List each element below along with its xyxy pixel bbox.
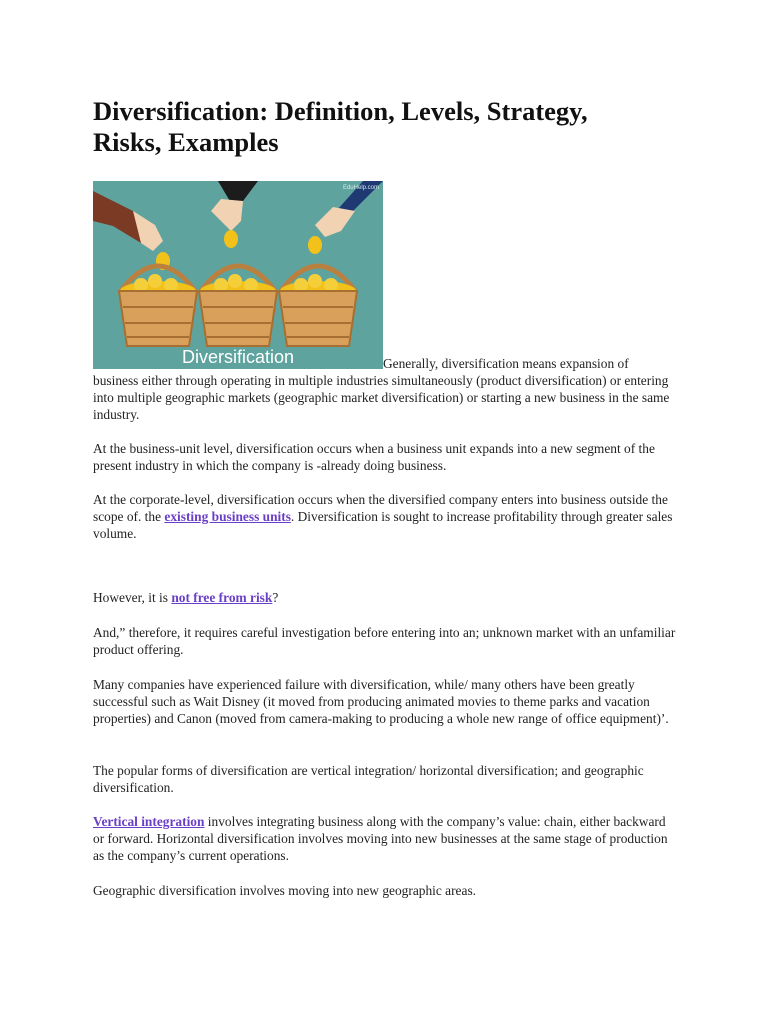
page-title: Diversification: Definition, Levels, Strategy, Risks, Examples (93, 96, 588, 157)
paragraph-risk: However, it is not free from risk? (93, 590, 279, 605)
diversification-image (93, 181, 383, 369)
paragraph-business-unit: At the business-unit level, diversification occurs when a business unit expands into a new segment of the present industry in which the company is -already doing business. (93, 441, 655, 473)
not-free-from-risk-link[interactable]: not free from risk (171, 590, 273, 605)
paragraph-vertical-integration: Vertical integration involves integrating business along with the company’s value: chain, either backward or forward. Horizontal diversification involves moving into new businesses at the same stage of production as the company’s current operations. (93, 814, 668, 863)
paragraph-popular-forms: The popular forms of diversification are vertical integration/ horizontal diversification; and geographic diversification. (93, 763, 644, 795)
image-watermark: EduHelp.com (342, 185, 379, 191)
image-caption: Diversification (181, 347, 295, 367)
intro-first-line: Generally, diversification means expansion of (383, 356, 629, 371)
intro-rest: business either through operating in multiple industries simultaneously (product diversification) or entering into multiple geographic markets (geographic market diversification) or starting a new business in the same industry. (93, 373, 670, 422)
paragraph-corporate-level: At the corporate-level, diversification occurs when the diversified company enters into business outside the scope of. the existing business units. Diversification is sought to increase profitability through greater sales volume. (93, 492, 673, 541)
existing-business-units-link[interactable]: existing business units (164, 509, 291, 524)
vertical-integration-link[interactable]: Vertical integration (93, 814, 205, 829)
paragraph-examples: Many companies have experienced failure with diversification, while/ many others have been greatly successful such as Wait Disney (it moved from producing animated movies to theme parks and vacation properties) and Canon (moved from camera-making to producing a whole new range of office equipment)’. (93, 677, 669, 726)
paragraph-geographic: Geographic diversification involves moving into new geographic areas. (93, 883, 477, 898)
paragraph-investigation: And,” therefore, it requires careful investigation before entering into an; unknown market with an unfamiliar product offering. (93, 625, 676, 657)
